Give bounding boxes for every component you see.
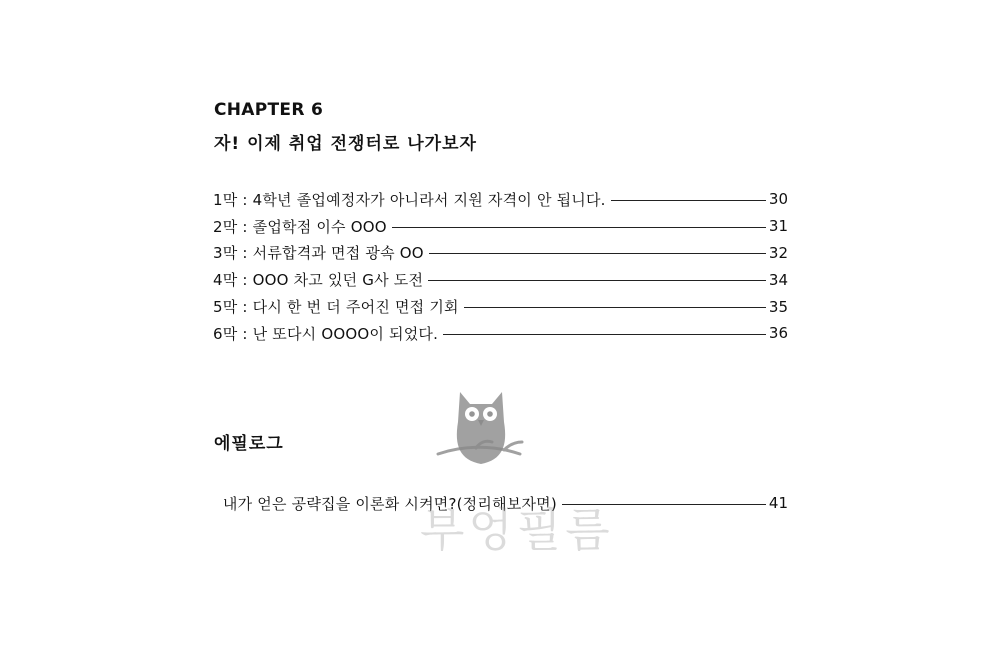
chapter-label: CHAPTER 6 xyxy=(214,100,324,120)
toc-entry xyxy=(213,490,788,517)
owl-icon xyxy=(416,382,576,562)
toc-entry-title: 2막 : 졸업학점 이수 OOO xyxy=(213,217,387,236)
watermark-text: 부엉필름 xyxy=(420,503,614,557)
toc-entry-title: 내가 얻은 공략집을 이론화 시켜면?(정리해보자면) xyxy=(213,494,557,513)
toc-entry-page: 34 xyxy=(768,270,788,289)
toc-leader-line xyxy=(428,280,766,281)
toc-entry xyxy=(213,213,788,240)
toc-entry-page: 31 xyxy=(768,217,788,236)
toc-entry-page: 36 xyxy=(768,324,788,343)
toc-entry-page: 30 xyxy=(768,190,788,209)
toc-entry-title: 6막 : 난 또다시 OOOO이 되었다. xyxy=(213,324,439,343)
toc-entry xyxy=(213,293,788,320)
toc-entry-page: 35 xyxy=(768,297,788,316)
toc-entry-page: 41 xyxy=(768,494,788,513)
chapter-title: 자! 이제 취업 전쟁터로 나가보자 xyxy=(214,134,477,154)
toc-leader-line xyxy=(562,504,766,505)
toc-entry xyxy=(213,320,788,347)
toc-list-epilogue xyxy=(213,490,788,517)
epilogue-heading: 에필로그 xyxy=(214,434,284,454)
toc-entry-title: 4막 : OOO 차고 있던 G사 도전 xyxy=(213,271,424,290)
toc-entry xyxy=(213,240,788,267)
toc-entry xyxy=(213,186,788,213)
toc-leader-line xyxy=(611,200,766,201)
toc-entry-title: 3막 : 서류합격과 면접 광속 OO xyxy=(213,244,424,263)
toc-entry-title: 1막 : 4학년 졸업예정자가 아니라서 지원 자격이 안 됩니다. xyxy=(213,190,606,209)
toc-entry-title: 5막 : 다시 한 번 더 주어진 면접 기회 xyxy=(213,298,459,317)
toc-leader-line xyxy=(429,253,766,254)
toc-list-chapter xyxy=(213,186,788,347)
toc-entry-page: 32 xyxy=(768,243,788,262)
toc-entry xyxy=(213,266,788,293)
toc-leader-line xyxy=(443,334,766,335)
toc-leader-line xyxy=(464,307,766,308)
toc-leader-line xyxy=(392,227,766,228)
